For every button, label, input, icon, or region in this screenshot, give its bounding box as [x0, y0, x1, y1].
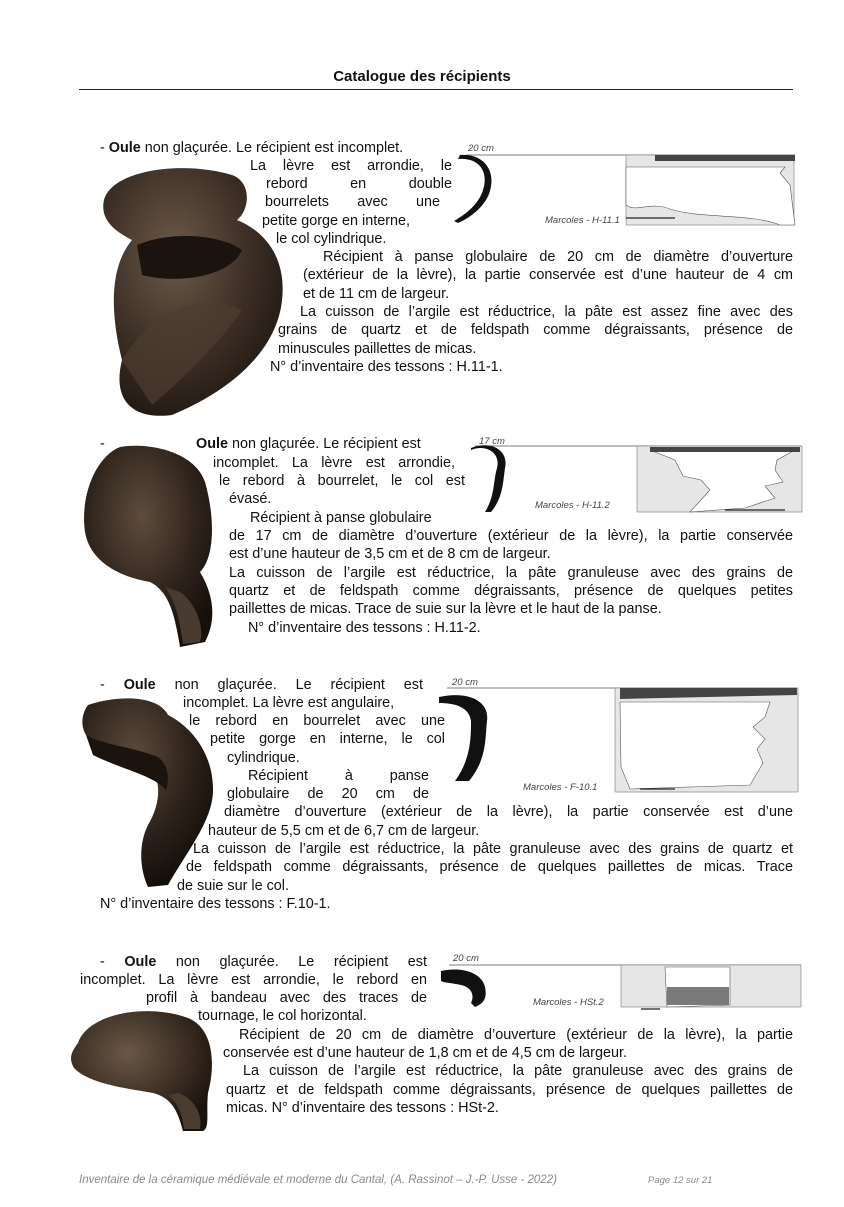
header-divider	[79, 89, 793, 90]
entry-line: petite gorge en interne,	[262, 213, 411, 229]
entry-line: Récipient à panse globulaire de 20 cm de diamètre d’ouverture	[323, 249, 793, 265]
entry-line: quartz et de feldspath comme dégraissants, présence de quelques petites	[229, 583, 793, 599]
entry-line: incomplet. La lèvre est angulaire,	[183, 695, 395, 711]
entry-intro: non glaçurée. Le récipient est	[228, 436, 421, 452]
entry-line: hauteur de 5,5 cm et de 6,7 cm de largeur.	[208, 823, 480, 839]
entry-line: Récipient à panse	[248, 768, 429, 784]
rim-profile-svg	[465, 436, 805, 516]
entry-line: le col cylindrique.	[276, 231, 387, 247]
entry-dash: -	[100, 140, 109, 156]
entry-line: La cuisson de l’argile est réductrice, la pâte est assez fine avec des	[300, 304, 793, 320]
entry-line: est d’une hauteur de 3,5 cm et de 8 cm de largeur.	[229, 546, 551, 562]
entry-line: de suie sur le col.	[177, 878, 289, 894]
diameter-label: 20 cm	[468, 143, 494, 154]
profile-drawing-4	[435, 953, 805, 1013]
entry-line: incomplet. La lèvre est arrondie, le rebord en	[80, 972, 427, 988]
drawing-label: Marcoles - H-11.2	[535, 500, 610, 511]
drawing-label: Marcoles - HSt.2	[533, 997, 604, 1008]
entry-line: le rebord en bourrelet avec une	[189, 713, 445, 729]
entry-type: Oule	[196, 436, 228, 452]
entry-line: de feldspath comme dégraissants, présence de quelques paillettes de micas. Trace	[186, 859, 793, 875]
entry-line: de 17 cm de diamètre d’ouverture (extérieur de la lèvre), la partie conservée	[229, 528, 793, 544]
entry-line: La cuisson de l’argile est réductrice, la pâte granuleuse avec des grains de	[243, 1063, 793, 1079]
profile-drawing-2	[465, 436, 805, 516]
footer-citation: Inventaire de la céramique médiévale et moderne du Cantal, (A. Rassinot – J.-P. Usse - 2022)	[79, 1174, 557, 1186]
entry-line: La lèvre est arrondie, le	[250, 158, 452, 174]
entry-line: (extérieur de la lèvre), la partie conservée est d’une hauteur de 4 cm	[303, 267, 793, 283]
entry-line: quartz et de feldspath comme dégraissants, présence de quelques paillettes de	[226, 1082, 793, 1098]
diameter-label: 17 cm	[479, 436, 505, 447]
entry-intro: non glaçurée. Le récipient est	[155, 677, 423, 693]
sherd-photo-2	[80, 442, 220, 647]
entry-line: paillettes de micas. Trace de suie sur la lèvre et le haut de la panse.	[229, 601, 662, 617]
entry-line: cylindrique.	[227, 750, 300, 766]
entry-type: Oule	[123, 677, 156, 693]
entry-intro: non glaçurée. Le récipient est incomplet.	[140, 140, 404, 156]
entry-line: Récipient à panse globulaire	[250, 510, 432, 526]
diameter-label: 20 cm	[453, 953, 479, 964]
entry-line: La cuisson de l’argile est réductrice, la pâte granuleuse avec des grains de quartz et	[193, 841, 793, 857]
entry-line: N° d’inventaire des tessons : F.10-1.	[100, 896, 331, 912]
entry-line: le rebord à bourrelet, le col est	[219, 473, 465, 489]
entry-intro: non glaçurée. Le récipient est	[156, 954, 427, 970]
entry-line: N° d’inventaire des tessons : H.11-2.	[248, 620, 481, 636]
entry-line: diamètre d’ouverture (extérieur de la lèvre), la partie conservée est d’une	[224, 804, 793, 820]
entry-dash: -	[100, 436, 105, 452]
entry-line: tournage, le col horizontal.	[198, 1008, 367, 1024]
entry-line: minuscules paillettes de micas.	[278, 341, 477, 357]
entry-line: micas. N° d’inventaire des tessons : HSt-2.	[226, 1100, 499, 1116]
entry-line: bourrelets avec une	[265, 194, 440, 210]
entry-line: globulaire de 20 cm de	[227, 786, 429, 802]
profile-drawing-3	[435, 677, 805, 797]
page-number: Page 12 sur 21	[648, 1175, 713, 1186]
drawing-label: Marcoles - F-10.1	[523, 782, 598, 793]
entry-line: conservée est d’une hauteur de 1,8 cm et de 4,5 cm de largeur.	[223, 1045, 627, 1061]
sherd-photo-4	[68, 1003, 218, 1133]
entry-type: Oule	[108, 140, 141, 156]
rim-profile-svg	[435, 953, 805, 1013]
entry-dash: -	[100, 954, 125, 970]
entry-line: et de 11 cm de largeur.	[303, 286, 450, 302]
entry-type: Oule	[124, 954, 157, 970]
drawing-label: Marcoles - H-11.1	[545, 215, 620, 226]
entry-line: grains de quartz et de feldspath comme dégraissants, présence de	[278, 322, 793, 338]
rim-profile-svg	[435, 677, 805, 797]
diameter-label: 20 cm	[452, 677, 478, 688]
entry-line: N° d’inventaire des tessons : H.11-1.	[270, 359, 503, 375]
entry-line: rebord en double	[266, 176, 452, 192]
profile-drawing-1	[450, 143, 805, 228]
page-title: Catalogue des récipients	[333, 68, 511, 85]
entry-line: petite gorge en interne, le col	[210, 731, 445, 747]
entry-line: évasé.	[229, 491, 272, 507]
rim-profile-svg	[450, 143, 805, 228]
entry-line: La cuisson de l’argile est réductrice, la pâte granuleuse avec des grains de	[229, 565, 793, 581]
entry-line: incomplet. La lèvre est arrondie,	[213, 455, 455, 471]
entry-line: profil à bandeau avec des traces de	[146, 990, 427, 1006]
entry-line: Récipient de 20 cm de diamètre d’ouverture (extérieur de la lèvre), la partie	[239, 1027, 793, 1043]
entry-dash: -	[100, 677, 124, 693]
